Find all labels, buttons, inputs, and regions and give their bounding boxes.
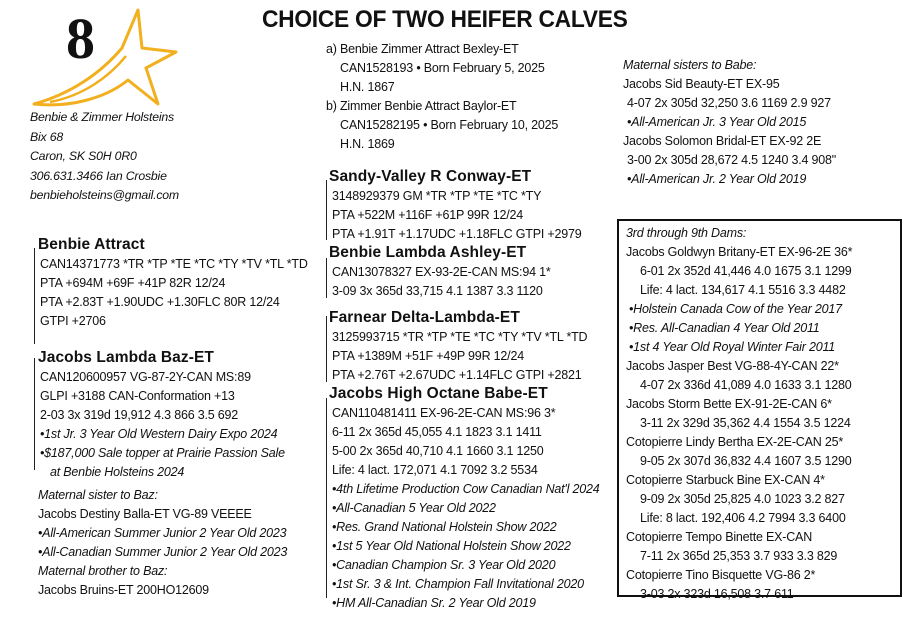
granddam-name: Jacobs High Octane Babe-ET [329,385,548,402]
grandsire-line: 3125993715 *TR *TP *TE *TC *TY *TV *TL *TD [332,330,588,344]
dam-honor: at Benbie Holsteins 2024 [50,465,185,479]
calf-a-reg: CAN1528193 • Born February 5, 2025 [340,61,545,75]
box-record: Life: 4 lact. 134,617 4.1 5516 3.3 4482 [640,283,846,297]
calf-b-name: b) Zimmer Benbie Attract Baylor-ET [326,99,517,113]
box-lines [626,243,852,604]
dam-honor: •1st Jr. 3 Year Old Western Dairy Expo 2024 [40,427,278,441]
box-record: 4-07 2x 336d 41,089 4.0 1633 3.1 1280 [640,378,852,392]
dam-name: Jacobs Lambda Baz-ET [38,349,214,366]
box-dam-name: Cotopierre Tino Bisquette VG-86 2* [626,568,816,582]
grandsire-name: Farnear Delta-Lambda-ET [329,309,520,326]
sire-line: CAN14371773 *TR *TP *TE *TC *TY *TV *TL *TD [40,257,308,271]
maternal-sisters [623,56,836,189]
sister-honor: •All-American Jr. 3 Year Old 2015 [627,115,807,129]
granddam-honor: •All-Canadian 5 Year Old 2022 [332,501,496,515]
box-dam-name: Cotopierre Lindy Bertha EX-2E-CAN 25* [626,435,844,449]
box-record: 9-05 2x 307d 36,832 4.4 1607 3.5 1290 [640,454,852,468]
dam-line: 2-03 3x 319d 19,912 4.3 866 3.5 692 [40,408,239,422]
ancestor-dams-box [617,219,902,601]
seller-line: Caron, SK S0H 0R0 [30,149,137,163]
box-record: 9-09 2x 305d 25,825 4.0 1023 3.2 827 [640,492,845,506]
sire-line: PTA +694M +69F +41P 82R 12/24 [40,276,226,290]
sire-line: GTPI +2706 [40,314,106,328]
lot-number: 8 [66,6,95,71]
dam-line: CAN13078327 EX-93-2E-CAN MS:94 1* [332,265,551,279]
seller-contact [30,108,179,206]
sire-name-2: Sandy-Valley R Conway-ET [329,168,532,185]
granddam-honor: •Res. Grand National Holstein Show 2022 [332,520,557,534]
box-dam-name: Jacobs Storm Bette EX-91-2E-CAN 6* [626,397,832,411]
granddam-line: 5-00 2x 365d 40,710 4.1 1660 3.1 1250 [332,444,544,458]
calf-choices [326,40,558,154]
sister-honor: •All-American Jr. 2 Year Old 2019 [627,172,807,186]
sister-honor: •All-American Summer Junior 2 Year Old 2023 [38,526,287,540]
sister-name: Jacobs Solomon Bridal-ET EX-92 2E [623,134,822,148]
box-dam-name: Cotopierre Starbuck Bine EX-CAN 4* [626,473,825,487]
dam-honor: •$187,000 Sale topper at Prairie Passion Sale [40,446,285,460]
box-record: 3-11 2x 329d 35,362 4.4 1554 3.5 1224 [640,416,851,430]
brother-name: Jacobs Bruins-ET 200HO12609 [38,583,209,597]
box-record: 6-01 2x 352d 41,446 4.0 1675 3.1 1299 [640,264,852,278]
granddam-line: 6-11 2x 365d 45,055 4.1 1823 3.1 1411 [332,425,542,439]
sire-line: 3148929379 GM *TR *TP *TE *TC *TY [332,189,542,203]
granddam-honor: •1st Sr. 3 & Int. Champion Fall Invitational 2020 [332,577,584,591]
seller-line: Bix 68 [30,129,63,144]
granddam-line: CAN110481411 EX-96-2E-CAN MS:96 3* [332,406,556,420]
sister-name: Jacobs Sid Beauty-ET EX-95 [623,77,780,91]
sire-line: PTA +522M +116F +61P 99R 12/24 [332,208,524,222]
sire-line: PTA +1.91T +1.17UDC +1.18FLC GTPI +2979 [332,227,582,241]
dam-line: GLPI +3188 CAN-Conformation +13 [40,389,235,403]
grandsire-details [332,328,587,385]
box-record: 3-03 2x 323d 16,508 3.7 611 [640,587,794,601]
box-heading: 3rd through 9th Dams: [626,226,747,240]
granddam-honor: •4th Lifetime Production Cow Canadian Nat'l 2024 [332,482,600,496]
granddam-honor: •1st 5 Year Old National Holstein Show 2022 [332,539,571,553]
grandsire-line: PTA +1389M +51F +49P 99R 12/24 [332,349,524,363]
dam-details [40,368,285,482]
box-dam-name: Jacobs Goldwyn Britany-ET EX-96-2E 36* [626,245,853,259]
dam-line: CAN120600957 VG-87-2Y-CAN MS:89 [40,370,251,384]
box-dam-name: Cotopierre Tempo Binette EX-CAN [626,530,813,544]
brother-heading: Maternal brother to Baz: [38,564,168,578]
sire-details-2 [332,187,582,244]
dam-name-2: Benbie Lambda Ashley-ET [329,244,527,261]
box-honor: •Res. All-Canadian 4 Year Old 2011 [629,321,820,335]
sister-record: 4-07 2x 305d 32,250 3.6 1169 2.9 927 [627,96,831,110]
grandsire-line: PTA +2.76T +2.67UDC +1.14FLC GTPI +2821 [332,368,582,382]
granddam-details [332,404,599,613]
sister-name: Jacobs Destiny Balla-ET VG-89 VEEEE [38,507,252,521]
dam-details-2 [332,263,551,301]
box-record: Life: 8 lact. 192,406 4.2 7994 3.3 6400 [640,511,846,525]
page-title: CHOICE OF TWO HEIFER CALVES [262,6,628,33]
granddam-honor: •Canadian Champion Sr. 3 Year Old 2020 [332,558,556,572]
sister-honor: •All-Canadian Summer Junior 2 Year Old 2023 [38,545,288,559]
calf-a-name: a) Benbie Zimmer Attract Bexley-ET [326,42,519,56]
box-record: 7-11 2x 365d 25,353 3.7 933 3.3 829 [640,549,838,563]
granddam-honor: •HM All-Canadian Sr. 2 Year Old 2019 [332,596,536,610]
box-honor: •Holstein Canada Cow of the Year 2017 [629,302,842,316]
seller-line: 306.631.3466 Ian Crosbie [30,168,167,183]
calf-a-hn: H.N. 1867 [340,80,395,94]
star-logo-icon [30,8,180,120]
calf-b-reg: CAN15282195 • Born February 10, 2025 [340,118,559,132]
sister-record: 3-00 2x 305d 28,672 4.5 1240 3.4 908" [627,153,837,167]
granddam-line: Life: 4 lact. 172,071 4.1 7092 3.2 5534 [332,463,538,477]
sire-details [40,255,308,331]
calf-b-hn: H.N. 1869 [340,137,395,151]
maternal-relatives [38,486,287,600]
sire-name: Benbie Attract [38,236,145,253]
seller-line: Benbie & Zimmer Holsteins [30,110,174,124]
sister-heading: Maternal sister to Baz: [38,488,158,502]
sire-line: PTA +2.83T +1.90UDC +1.30FLC 80R 12/24 [40,295,280,309]
box-dam-name: Jacobs Jasper Best VG-88-4Y-CAN 22* [626,359,839,373]
box-honor: •1st 4 Year Old Royal Winter Fair 2011 [629,340,836,354]
seller-line: benbieholsteins@gmail.com [30,188,179,202]
sisters-heading: Maternal sisters to Babe: [623,58,757,72]
dam-line: 3-09 3x 365d 33,715 4.1 1387 3.3 1120 [332,284,543,298]
